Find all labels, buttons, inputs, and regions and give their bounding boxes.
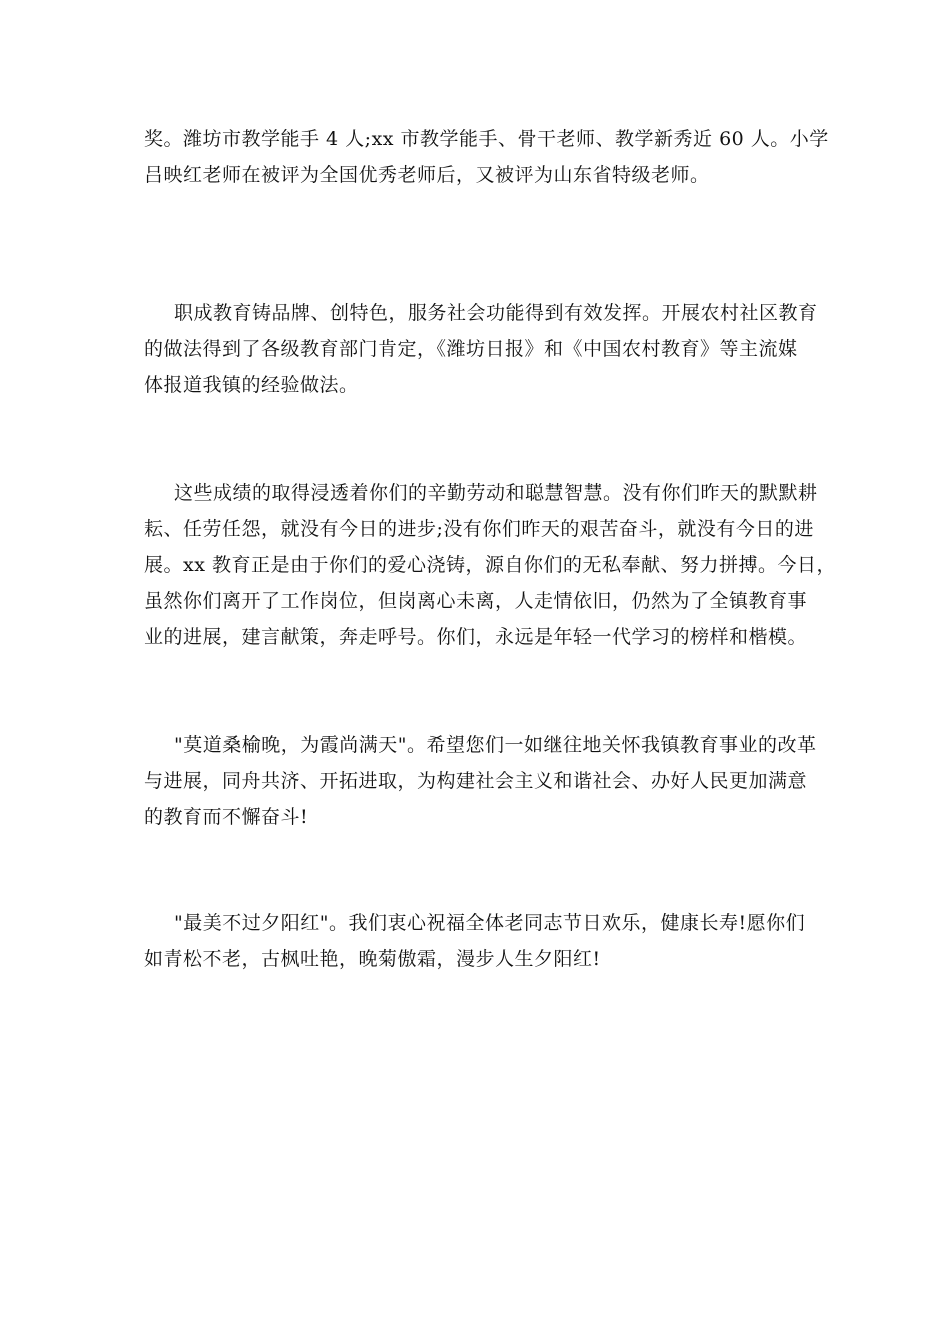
- paragraph-line: 吕映红老师在被评为全国优秀老师后，又被评为山东省特级老师。: [144, 164, 710, 186]
- paragraph-line: 如青松不老，古枫吐艳，晚菊傲霜，漫步人生夕阳红!: [144, 948, 601, 970]
- paragraph-hope: [144, 727, 817, 835]
- paragraph-line: "莫道桑榆晚，为霞尚满天"。希望您们一如继往地关怀我镇教育事业的改革: [174, 734, 817, 756]
- paragraph-line: 与进展，同舟共济、开拓进取，为构建社会主义和谐社会、办好人民更加满意: [144, 770, 808, 792]
- paragraph-line: 业的进展，建言献策，奔走呼号。你们，永远是年轻一代学习的榜样和楷模。: [144, 626, 808, 648]
- paragraph-achievements-gratitude: [144, 475, 836, 655]
- paragraph-line: 体报道我镇的经验做法。: [144, 374, 359, 396]
- paragraph-line: "最美不过夕阳红"。我们衷心祝福全体老同志节日欢乐，健康长寿!愿你们: [174, 912, 806, 934]
- paragraph-line: 这些成绩的取得浸透着你们的辛勤劳动和聪慧智慧。没有你们昨天的默默耕: [174, 482, 818, 504]
- paragraph-line: 虽然你们离开了工作岗位，但岗离心未离，人走情依旧，仍然为了全镇教育事: [144, 590, 808, 612]
- paragraph-awards-continued: [144, 121, 829, 193]
- paragraph-line: 耘、任劳任怨，就没有今日的进步;没有你们昨天的艰苦奋斗，就没有今日的进: [144, 518, 814, 540]
- paragraph-line: 职成教育铸品牌、创特色，服务社会功能得到有效发挥。开展农村社区教育: [174, 302, 818, 324]
- paragraph-line: 的做法得到了各级教育部门肯定，《潍坊日报》和《中国农村教育》等主流媒: [144, 338, 798, 360]
- paragraph-blessing: [144, 905, 812, 977]
- paragraph-line: 展。xx 教育正是由于你们的爱心浇铸，源自你们的无私奉献、努力拼搏。今日，: [144, 554, 836, 576]
- paragraph-vocational-education: [144, 295, 818, 403]
- paragraph-line: 奖。潍坊市教学能手 4 人;xx 市教学能手、骨干老师、教学新秀近 60 人。小学: [144, 128, 829, 150]
- paragraph-line: 的教育而不懈奋斗!: [144, 806, 309, 828]
